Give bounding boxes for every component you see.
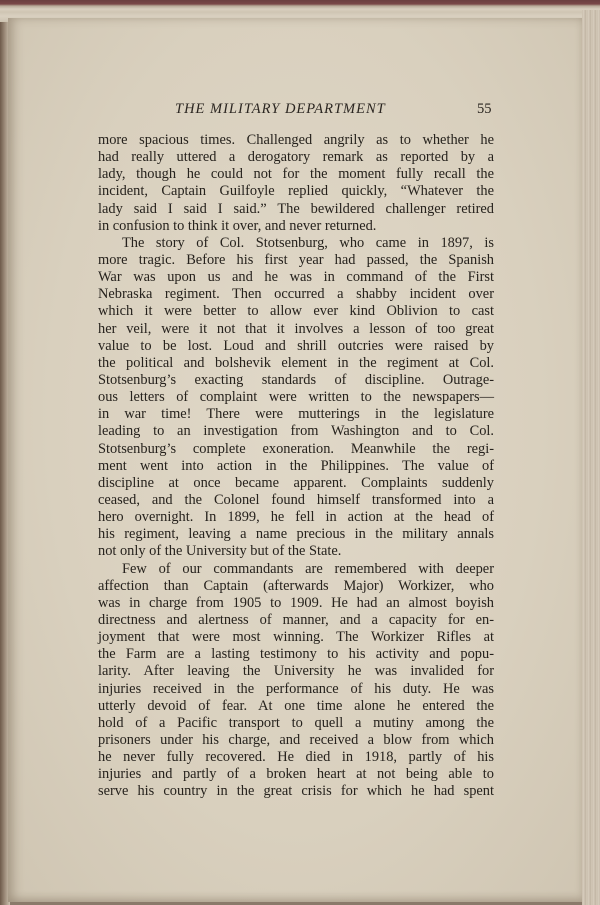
text-line: larity. After leaving the University he was invalided for (98, 663, 494, 680)
text-line: leading to an investigation from Washington and to Col. (98, 423, 494, 440)
text-line: utterly devoid of fear. At one time alone he entered the (98, 697, 494, 714)
text-line: directness and alertness of manner, and a capacity for en- (98, 611, 494, 628)
text-line: Stotsenburg’s complete exoneration. Meanwhile the regi- (98, 440, 494, 457)
text-line: affection than Captain (afterwards Major) Workizer, who (98, 577, 494, 594)
body-text (98, 132, 494, 800)
text-line: prisoners under his charge, and received a blow from which (98, 731, 494, 748)
text-line: lady said I said I said.” The bewildered challenger retired (98, 200, 494, 217)
paragraph (98, 132, 494, 235)
text-line: was in charge from 1905 to 1909. He had an almost boyish (98, 594, 494, 611)
text-line: the political and bolshevik element in the regiment at Col. (98, 354, 494, 371)
text-line: in confusion to think it over, and never returned. (98, 217, 377, 234)
text-line: her veil, were it not that it involves a lesson of too great (98, 320, 494, 337)
text-line: hold of a Pacific transport to quell a mutiny among the (98, 714, 494, 731)
text-line: more spacious times. Challenged angrily as to whether he (98, 132, 494, 148)
text-line: hero overnight. In 1899, he fell in action at the head of (98, 509, 494, 526)
text-line: joyment that were most winning. The Workizer Rifles at (98, 629, 494, 646)
page-number: 55 (477, 101, 492, 117)
text-line: Stotsenburg’s exacting standards of discipline. Outrage- (98, 371, 494, 388)
text-line: ous letters of complaint were written to the newspapers— (98, 389, 494, 406)
text-line: incident, Captain Guilfoyle replied quickly, “Whatever the (98, 183, 494, 200)
running-head (0, 101, 600, 121)
text-line: discipline at once became apparent. Complaints suddenly (98, 474, 494, 491)
text-line: value to be lost. Loud and shrill outcries were raised by (98, 337, 494, 354)
text-line: in war time! There were mutterings in the legislature (98, 406, 494, 423)
running-title: THE MILITARY DEPARTMENT (175, 101, 386, 117)
text-line: The story of Col. Stotsenburg, who came in 1897, is (122, 234, 494, 251)
text-line: not only of the University but of the State. (98, 543, 342, 560)
paragraph (98, 561, 494, 801)
text-line: lady, though he could not for the moment fully recall the (98, 166, 494, 183)
text-line: the Farm are a lasting testimony to his activity and popu- (98, 646, 494, 663)
text-line: injuries received in the performance of his duty. He was (98, 680, 494, 697)
text-line: his regiment, leaving a name precious in the military annals (98, 526, 494, 543)
text-line: ment went into action in the Philippines. The value of (98, 457, 494, 474)
page-stack-edge (582, 10, 600, 905)
text-line: more tragic. Before his first year had passed, the Spanish (98, 251, 494, 268)
text-line: ceased, and the Colonel found himself transformed into a (98, 491, 494, 508)
text-line: War was upon us and he was in command of the First (98, 269, 494, 286)
text-line: Few of our commandants are remembered with deeper (122, 560, 494, 577)
text-line: Nebraska regiment. Then occurred a shabby incident over (98, 286, 494, 303)
text-line: serve his country in the great crisis for which he had spent (98, 783, 494, 800)
text-line: which it were better to allow ever kind Oblivion to cast (98, 303, 494, 320)
text-line: had really uttered a derogatory remark as reported by a (98, 149, 494, 166)
text-line: he never fully recovered. He died in 1918, partly of his (98, 749, 494, 766)
paragraph (98, 235, 494, 561)
text-line: injuries and partly of a broken heart at not being able to (98, 766, 494, 783)
